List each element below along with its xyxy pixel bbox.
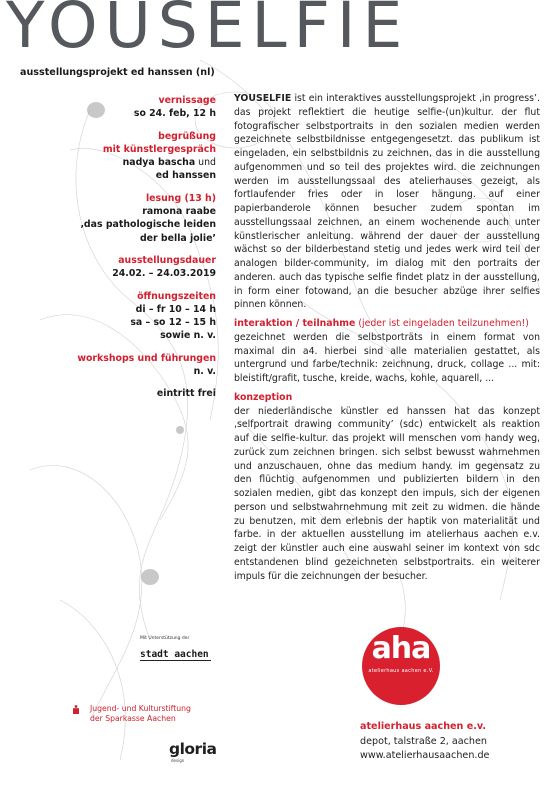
greeting-block (20, 130, 216, 183)
hours-line-3: sowie n. v. (160, 330, 216, 342)
workshops-block (20, 352, 216, 379)
interaction-paragraph: gezeichnet werden die selbstporträts in einem format von maximal din a4. hierbei sind alle materialien gestattet, als untergrund und farbe/technik: zeichnung, druck, collage ... mit: bleistift/grafit, tusche, kreide, wachs, kohle, aquarell, ... (234, 331, 540, 384)
intro-paragraph: YOUSELFIE ist ein interaktives ausstellungsprojekt ‚in progress’. das projekt reflektiert die heutige selfie-(un)kultur. der flut fotografischer selbstportraits in den sozialen medien werden gezeichnete selbstbildnisse entgegengesetzt. das publikum ist eingeladen, ein selbstbildnis zu zeichnen, das in die ausstellung aufgenommen und so teil des projektes wird. die zeichnungen werden im ausstellungssaal des atelierhauses gezeigt, als fortlaufender fries oder in loser hängung. auf einer papierbanderole können besucher zudem spontan im ausstellungssaal zeichnen, an einem wochenende auch unter künstlerischer anleitung. während der dauer der ausstellung wächst so der bilderbestand stetig und jedes werk wird teil der analogen bilder-community, im dialog mit den portraits der anderen. auch das typische selfie findet platz in der ausstellung, in form einer fotowand, an die besucher abzüge ihrer selfies pinnen können. (234, 93, 540, 311)
concept-heading: konzeption (234, 391, 293, 403)
vernissage-date: so 24. feb, 12 h (133, 108, 216, 120)
duration-dates: 24.02. – 24.03.2019 (112, 268, 216, 280)
reading-speaker: ramona raabe (142, 206, 216, 218)
venue-website[interactable]: www.atelierhausaachen.de (360, 750, 490, 761)
venue-name: atelierhaus aachen e.v. (360, 721, 486, 732)
workshops-heading: workshops und führungen (77, 352, 216, 364)
hours-heading: öffnungszeiten (137, 290, 216, 302)
sponsor-gloria-logo: gloria (169, 740, 217, 758)
greeting-speaker-line-1: nadya bascha und (122, 157, 216, 169)
sponsor-sparkasse-text (90, 704, 191, 724)
sponsor-sparkasse-line-1: Jugend- und Kulturstiftung (90, 704, 191, 713)
greeting-heading-1: begrüßung (158, 130, 216, 142)
vernissage-block (20, 94, 216, 121)
description-column (234, 92, 540, 588)
venue-street: depot, talstraße 2, aachen (360, 735, 487, 747)
interaction-heading-line: interaktion / teilnahme (jeder ist eingeladen teilzunehmen!) (234, 318, 529, 329)
admission-block (20, 387, 216, 400)
duration-block (20, 254, 216, 281)
reading-title-2: der bella jolie’ (139, 232, 216, 244)
sponsor-city-logo (140, 636, 226, 661)
vernissage-heading: vernissage (158, 95, 216, 106)
reading-block (20, 192, 216, 245)
sponsor-sparkasse-line-2: der Sparkasse Aachen (90, 714, 176, 723)
hours-block (20, 290, 216, 343)
sponsor-city-name: stadt aachen (140, 649, 209, 660)
greeting-speaker-line-2: ed hanssen (155, 170, 216, 182)
reading-title-1: ‚das pathologische leiden (80, 219, 216, 231)
hours-line-2: sa – so 12 – 15 h (130, 317, 216, 329)
page-title: YOUSELFIE (6, 0, 410, 62)
event-info-column (20, 94, 216, 410)
hours-line-1: di – fr 10 – 14 h (135, 303, 216, 315)
sponsor-city-tagline: Mit Unterstützung der (140, 636, 190, 641)
page-subtitle: ausstellungsprojekt ed hanssen (nl) (20, 67, 215, 78)
workshops-value: n. v. (193, 366, 216, 378)
aha-logo-text: aha (371, 631, 431, 666)
sponsor-gloria-sub: design (171, 758, 185, 763)
sparkasse-icon (72, 705, 80, 714)
venue-address (360, 720, 489, 764)
admission-text: eintritt frei (156, 388, 216, 400)
aha-logo-caption: atelierhaus aachen e.V. (368, 668, 434, 674)
concept-paragraph: der niederländische künstler ed hanssen hat das konzept ‚selfportrait drawing community’ (sdc) entwickelt als reaktion auf die selfie-kultur. das projekt will menschen vom handy weg, zurück zum zeichnen bringen. sich selbst bewusst wahrnehmen und anzuschauen, ohne das medium handy. im gegensatz zu den flüchtig aufgenommen und publizierten bildern in den sozialen medien, gibt das konzept den impuls, sich der eigenen person und selbstwahrnehmung mit zeit zu widmen. die hände zu benutzen, mit dem erlebnis der haptik von materialität und farbe. in der aktuellen ausstellung im atelierhaus aachen e.v. zeigt der künstler auch eine auswahl seiner im kontext von sdc entstandenen blind gezeichneten selbstportraits. ein weiterer impuls für die zeichnungen der besucher. (234, 405, 540, 582)
duration-heading: ausstellungsdauer (118, 254, 216, 266)
reading-heading: lesung (13 h) (145, 192, 216, 204)
greeting-heading-2: mit künstlergespräch (102, 143, 216, 155)
